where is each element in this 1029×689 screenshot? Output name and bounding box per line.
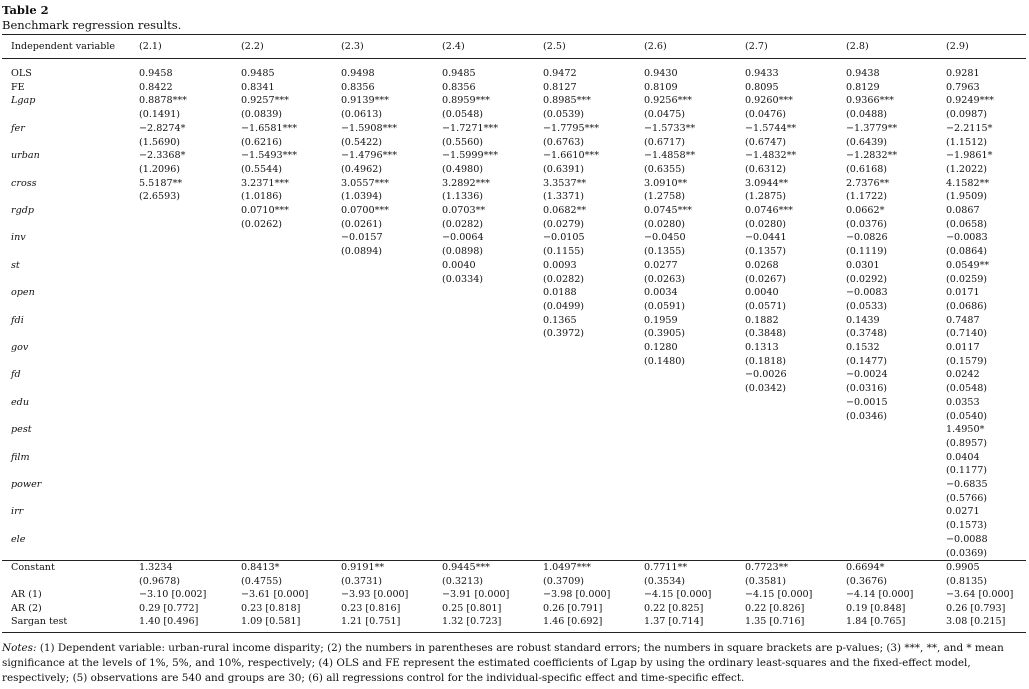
top-rule (2, 34, 1026, 35)
table-cell: 0.1313 (745, 342, 779, 353)
table-cell: (0.1177) (946, 465, 988, 477)
table-cell: 0.1882 (745, 314, 779, 326)
table-cell: −2.8274* (139, 122, 186, 134)
table-cell: (0.6763) (543, 136, 585, 148)
table-cell: (0.0898) (442, 246, 484, 258)
table-cell: (0.0259) (946, 273, 988, 285)
table-cell: −0.0450 (644, 232, 686, 244)
table-cell: (0.7140) (946, 328, 988, 340)
table-cell: −0.0826 (846, 232, 888, 244)
table-cell: 0.0404 (946, 451, 980, 463)
table-cell: 0.9485 (442, 68, 476, 79)
table-cell: 3.08 [0.215] (946, 616, 1006, 628)
row-label: Sargan test (11, 616, 68, 628)
table-cell: (0.0488) (846, 109, 888, 121)
table-cell: −1.6610*** (543, 150, 599, 162)
row-label: AR (2) (11, 602, 42, 614)
header-rule (2, 58, 1026, 59)
table-cell: (0.6717) (644, 136, 686, 148)
table-cell: (0.0839) (241, 109, 283, 121)
body-rule (2, 560, 1026, 561)
table-cell: 0.22 [0.826] (745, 602, 805, 614)
header-column-4: (2.4) (442, 41, 465, 52)
table-caption: Benchmark regression results. (2, 18, 182, 32)
row-label: st (11, 259, 20, 271)
table-cell: 0.19 [0.848] (846, 602, 906, 614)
row-label: edu (11, 396, 29, 408)
table-cell: 0.0277 (644, 259, 678, 271)
table-cell: (1.1336) (442, 191, 484, 203)
table-cell: 0.0117 (946, 342, 980, 353)
table-cell: (1.2096) (139, 163, 181, 175)
table-cell: 0.8413* (241, 562, 280, 573)
table-cell: 0.9438 (846, 68, 880, 79)
table-cell: −0.6835 (946, 479, 988, 490)
table-cell: −1.5733** (644, 122, 696, 134)
table-cell: 0.8127 (543, 81, 577, 93)
table-cell: 0.25 [0.801] (442, 602, 502, 614)
table-cell: −0.0088 (946, 533, 988, 545)
table-cell: 1.4950* (946, 424, 985, 436)
table-cell: (0.8135) (946, 575, 988, 587)
table-cell: (0.0864) (946, 246, 988, 258)
table-cell: 0.8129 (846, 81, 880, 93)
table-cell: 1.35 [0.716] (745, 616, 805, 628)
table-cell: −3.93 [0.000] (341, 589, 409, 601)
table-cell: (0.0262) (241, 218, 283, 230)
table-cell: 0.8356 (341, 81, 375, 93)
table-cell: (0.0267) (745, 273, 787, 285)
table-cell: (0.0292) (846, 273, 888, 285)
table-cell: 3.2892*** (442, 177, 490, 189)
table-cell: 0.7963 (946, 81, 980, 93)
table-cell: 0.9458 (139, 68, 173, 79)
table-cell: −1.7795*** (543, 122, 599, 134)
table-cell: (0.0263) (644, 273, 686, 285)
table-cell: 0.26 [0.791] (543, 602, 603, 614)
table-notes (2, 641, 1026, 686)
table-cell: 0.7487 (946, 314, 980, 326)
table-cell: (0.0613) (341, 109, 383, 121)
table-cell: −1.6581*** (241, 122, 297, 134)
table-cell: 1.21 [0.751] (341, 616, 401, 628)
table-cell: (0.8957) (946, 437, 988, 449)
table-cell: (1.9509) (946, 191, 988, 203)
table-cell: −2.3368* (139, 150, 186, 162)
table-cell: (0.0591) (644, 300, 686, 312)
table-cell: (0.4755) (241, 575, 283, 587)
table-cell: 0.1439 (846, 314, 880, 326)
table-cell: 0.26 [0.793] (946, 602, 1006, 614)
table-cell: (0.5766) (946, 492, 988, 504)
table-cell: (0.0282) (543, 273, 585, 285)
table-cell: 0.9498 (341, 68, 375, 79)
table-cell: (0.3748) (846, 328, 888, 340)
table-cell: −1.3779** (846, 122, 898, 134)
table-cell: (0.4962) (341, 163, 383, 175)
header-column-9: (2.9) (946, 41, 969, 52)
row-label: AR (1) (11, 589, 42, 601)
row-label: Constant (11, 562, 55, 573)
table-cell: 0.23 [0.816] (341, 602, 401, 614)
table-cell: 0.8985*** (543, 95, 591, 107)
table-cell: 0.0188 (543, 287, 577, 299)
table-cell: (0.6391) (543, 163, 585, 175)
table-cell: −1.5744** (745, 122, 797, 134)
table-cell: −0.0105 (543, 232, 585, 244)
table-cell: (0.0280) (644, 218, 686, 230)
table-cell: (0.1573) (946, 520, 988, 532)
table-cell: (0.1579) (946, 355, 988, 367)
table-cell: (0.6312) (745, 163, 787, 175)
table-cell: (0.0282) (442, 218, 484, 230)
table-cell: 0.9430 (644, 68, 678, 79)
row-label: urban (11, 150, 40, 162)
table-cell: 0.0271 (946, 506, 980, 518)
header-column-5: (2.5) (543, 41, 566, 52)
table-cell: (0.0342) (745, 383, 787, 395)
table-cell: (0.0658) (946, 218, 988, 230)
table-cell: 3.0557*** (341, 177, 389, 189)
table-cell: (0.0533) (846, 300, 888, 312)
table-cell: 0.8109 (644, 81, 678, 93)
table-cell: −3.61 [0.000] (241, 589, 309, 601)
table-cell: −0.0015 (846, 396, 888, 408)
header-column-8: (2.8) (846, 41, 869, 52)
table-cell: (0.0548) (946, 383, 988, 395)
table-cell: (0.6168) (846, 163, 888, 175)
table-cell: (0.0279) (543, 218, 585, 230)
table-cell: (1.5690) (139, 136, 181, 148)
table-cell: −0.0441 (745, 232, 787, 244)
table-cell: 0.1280 (644, 342, 678, 353)
table-cell: (0.0548) (442, 109, 484, 121)
table-cell: 0.0662* (846, 205, 885, 216)
table-cell: 0.0353 (946, 396, 980, 408)
table-cell: 0.9139*** (341, 95, 389, 107)
table-cell: 0.22 [0.825] (644, 602, 704, 614)
table-cell: 0.8878*** (139, 95, 187, 107)
table-cell: (0.0376) (846, 218, 888, 230)
table-cell: −0.0026 (745, 369, 787, 381)
table-cell: 0.0040 (442, 259, 476, 271)
table-cell: (1.2875) (745, 191, 787, 203)
table-cell: 0.6694* (846, 562, 885, 573)
table-cell: (0.0539) (543, 109, 585, 121)
table-cell: (0.6216) (241, 136, 283, 148)
table-cell: −0.0083 (946, 232, 988, 244)
table-cell: 0.9905 (946, 562, 980, 573)
row-label: fer (11, 122, 25, 134)
table-cell: (0.0571) (745, 300, 787, 312)
table-cell: −1.4858** (644, 150, 696, 162)
table-cell: 3.0910** (644, 177, 688, 189)
table-cell: (0.0280) (745, 218, 787, 230)
table-cell: 0.9191** (341, 562, 385, 573)
table-cell: 0.0746*** (745, 205, 793, 216)
table-cell: (2.6593) (139, 191, 181, 203)
table-cell: (1.2758) (644, 191, 686, 203)
table-cell: 0.9256*** (644, 95, 692, 107)
table-cell: (0.1355) (644, 246, 686, 258)
table-cell: −3.98 [0.000] (543, 589, 611, 601)
table-cell: 5.5187** (139, 177, 183, 189)
table-cell: (0.1477) (846, 355, 888, 367)
table-cell: 0.8422 (139, 81, 173, 93)
table-cell: 0.9366*** (846, 95, 894, 107)
table-cell: −1.5999*** (442, 150, 498, 162)
table-cell: 0.8341 (241, 81, 275, 93)
row-label: cross (11, 177, 37, 189)
row-label: power (11, 479, 42, 490)
table-cell: −0.0083 (846, 287, 888, 299)
table-cell: (0.0316) (846, 383, 888, 395)
table-cell: 1.84 [0.765] (846, 616, 906, 628)
table-cell: (0.3534) (644, 575, 686, 587)
table-cell: (0.6439) (846, 136, 888, 148)
table-cell: −3.10 [0.002] (139, 589, 207, 601)
table-cell: (0.1491) (139, 109, 181, 121)
table-cell: (0.3709) (543, 575, 585, 587)
table-cell: 0.0710*** (241, 205, 289, 216)
table-cell: −1.5493*** (241, 150, 297, 162)
table-cell: 0.1532 (846, 342, 880, 353)
table-cell: −0.0064 (442, 232, 484, 244)
table-cell: 3.0944** (745, 177, 789, 189)
table-cell: (0.1155) (543, 246, 585, 258)
table-cell: 0.9433 (745, 68, 779, 79)
table-cell: (0.0987) (946, 109, 988, 121)
table-cell: 0.8959*** (442, 95, 490, 107)
notes-text: (1) Dependent variable: urban-rural income disparity; (2) the numbers in parentheses are robust standard errors; the numbers in square brackets are p-values; (3) ***, **, and * mean significance at the levels of 1%, 5%, and 10%, respectively; (4) OLS and FE represent the estimated coefficients of Lgap by using the ordinary least-squares and the fixed-effect model, respectively; (5) observations are 540 and groups are 30; (6) all regressions control for the individual-specific effect and time-specific effect. (2, 642, 1004, 684)
table-cell: (0.1818) (745, 355, 787, 367)
table-cell: 0.7711** (644, 562, 688, 573)
table-cell: −0.0024 (846, 369, 888, 381)
table-cell: 1.09 [0.581] (241, 616, 301, 628)
header-column-2: (2.2) (241, 41, 264, 52)
table-cell: 1.37 [0.714] (644, 616, 704, 628)
row-label: open (11, 287, 35, 299)
table-cell: (0.3848) (745, 328, 787, 340)
header-column-7: (2.7) (745, 41, 768, 52)
table-cell: (0.0346) (846, 410, 888, 422)
table-cell: (0.3213) (442, 575, 484, 587)
table-cell: (0.3581) (745, 575, 787, 587)
table-cell: 0.29 [0.772] (139, 602, 199, 614)
row-label: fdi (11, 314, 24, 326)
table-cell: (0.1357) (745, 246, 787, 258)
table-cell: 1.3234 (139, 562, 173, 573)
table-cell: (0.5422) (341, 136, 383, 148)
table-cell: −1.5908*** (341, 122, 397, 134)
table-cell: (1.1722) (846, 191, 888, 203)
row-label: film (11, 451, 30, 463)
table-cell: 0.23 [0.818] (241, 602, 301, 614)
table-cell: −0.0157 (341, 232, 383, 244)
table-cell: (0.3731) (341, 575, 383, 587)
table-cell: 1.32 [0.723] (442, 616, 502, 628)
table-cell: 0.0093 (543, 259, 577, 271)
table-cell: 0.9249*** (946, 95, 994, 107)
table-cell: (0.3676) (846, 575, 888, 587)
table-cell: (0.1480) (644, 355, 686, 367)
table-cell: (1.3371) (543, 191, 585, 203)
table-cell: (0.0686) (946, 300, 988, 312)
table-cell: 2.7376** (846, 177, 890, 189)
table-cell: 0.0867 (946, 205, 980, 216)
header-column-6: (2.6) (644, 41, 667, 52)
table-cell: −1.4832** (745, 150, 797, 162)
table-cell: (0.6355) (644, 163, 686, 175)
table-cell: 0.0745*** (644, 205, 692, 216)
table-cell: 0.0034 (644, 287, 678, 299)
table-cell: −4.14 [0.000] (846, 589, 914, 601)
table-cell: 3.2371*** (241, 177, 289, 189)
notes-label: Notes: (2, 642, 37, 654)
table-cell: −1.2832** (846, 150, 898, 162)
table-cell: (0.9678) (139, 575, 181, 587)
table-cell: 0.9260*** (745, 95, 793, 107)
table-label: Table 2 (2, 3, 49, 17)
table-cell: (0.0476) (745, 109, 787, 121)
table-cell: (1.0186) (241, 191, 283, 203)
table-cell: 0.7723** (745, 562, 789, 573)
row-label: Lgap (11, 95, 36, 107)
table-cell: 0.0171 (946, 287, 980, 299)
table-cell: (0.0261) (341, 218, 383, 230)
table-cell: (0.3972) (543, 328, 585, 340)
table-cell: −1.7271*** (442, 122, 498, 134)
row-label: ele (11, 533, 26, 545)
row-label: fd (11, 369, 21, 381)
table-cell: (0.3905) (644, 328, 686, 340)
table-cell: (0.5544) (241, 163, 283, 175)
table-cell: 1.46 [0.692] (543, 616, 603, 628)
table-cell: (1.1512) (946, 136, 988, 148)
table-cell: 0.9257*** (241, 95, 289, 107)
table-cell: −3.64 [0.000] (946, 589, 1014, 601)
table-cell: (0.0369) (946, 547, 988, 559)
table-cell: (0.0540) (946, 410, 988, 422)
row-label: FE (11, 81, 25, 93)
table-cell: −1.4796*** (341, 150, 397, 162)
table-cell: 0.0682** (543, 205, 587, 216)
table-cell: 0.8095 (745, 81, 779, 93)
table-cell: (1.2022) (946, 163, 988, 175)
header-column-3: (2.3) (341, 41, 364, 52)
header-independent-variable: Independent variable (11, 41, 116, 52)
table-cell: 0.0700*** (341, 205, 389, 216)
table-cell: (1.0394) (341, 191, 383, 203)
table-cell: −2.2115* (946, 122, 993, 134)
table-cell: (0.5560) (442, 136, 484, 148)
table-cell: 1.40 [0.496] (139, 616, 199, 628)
header-column-1: (2.1) (139, 41, 162, 52)
table-cell: −4.15 [0.000] (745, 589, 813, 601)
row-label: rgdp (11, 205, 35, 216)
table-cell: 4.1582** (946, 177, 990, 189)
table-cell: 0.1959 (644, 314, 678, 326)
table-cell: 0.9445*** (442, 562, 490, 573)
table-cell: (0.0475) (644, 109, 686, 121)
row-label: gov (11, 342, 29, 353)
table-cell: (0.0334) (442, 273, 484, 285)
table-cell: (0.6747) (745, 136, 787, 148)
table-cell: 0.0040 (745, 287, 779, 299)
table-cell: 3.3537** (543, 177, 587, 189)
table-cell: (0.4980) (442, 163, 484, 175)
table-cell: (0.0894) (341, 246, 383, 258)
table-cell: 0.9281 (946, 68, 980, 79)
table-cell: 0.0268 (745, 259, 779, 271)
row-label: irr (11, 506, 24, 518)
table-cell: −3.91 [0.000] (442, 589, 510, 601)
table-cell: (0.1119) (846, 246, 888, 258)
table-cell: (0.0499) (543, 300, 585, 312)
table-cell: 0.0242 (946, 369, 980, 381)
table-cell: 0.9485 (241, 68, 275, 79)
table-cell: 0.1365 (543, 314, 577, 326)
table-cell: 0.0703** (442, 205, 486, 216)
table-cell: −1.9861* (946, 150, 993, 162)
table-cell: 0.9472 (543, 68, 577, 79)
row-label: inv (11, 232, 26, 244)
table-cell: 0.8356 (442, 81, 476, 93)
row-label: OLS (11, 68, 32, 79)
table-cell: 0.0549** (946, 259, 990, 271)
row-label: pest (11, 424, 32, 436)
table-cell: −4.15 [0.000] (644, 589, 712, 601)
table-cell: 0.0301 (846, 259, 880, 271)
table-cell: 1.0497*** (543, 562, 591, 573)
bottom-rule (2, 632, 1026, 633)
